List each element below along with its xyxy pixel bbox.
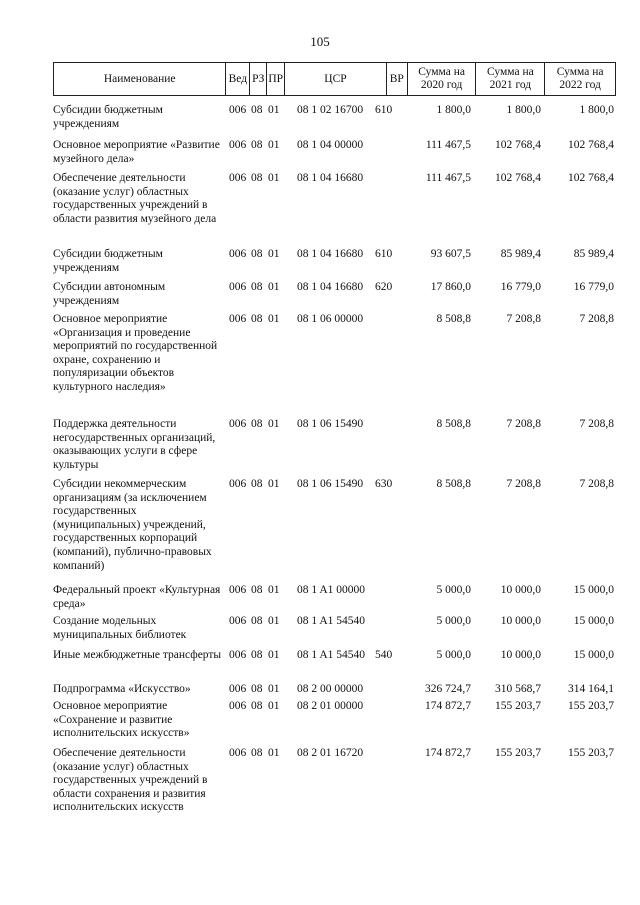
row-ved: 006 xyxy=(229,615,247,627)
row-sum-2021: 10 000,0 xyxy=(500,615,541,627)
row-ved: 006 xyxy=(229,418,247,430)
row-ved: 006 xyxy=(229,104,247,116)
row-ved: 006 xyxy=(229,248,247,260)
row-sum-2022: 314 164,1 xyxy=(568,683,614,695)
row-csr: 08 2 00 00000 xyxy=(297,683,364,695)
row-name: Основное мероприятие «Сохранение и развитие исполнительских искусств» xyxy=(53,700,190,740)
row-name: Подпрограмма «Искусство» xyxy=(53,683,191,695)
row-sum-2020: 8 508,8 xyxy=(436,313,471,325)
table-header xyxy=(53,62,616,96)
row-sum-2020: 111 467,5 xyxy=(425,139,471,151)
row-csr: 08 2 01 16720 xyxy=(297,747,364,759)
row-rz: 08 xyxy=(251,478,263,490)
row-rz: 08 xyxy=(251,700,263,712)
row-sum-2021: 10 000,0 xyxy=(500,584,541,596)
row-sum-2021: 102 768,4 xyxy=(495,139,541,151)
row-sum-2020: 326 724,7 xyxy=(425,683,471,695)
row-sum-2020: 17 860,0 xyxy=(430,281,471,293)
row-pr: 01 xyxy=(268,649,280,661)
row-vr: 620 xyxy=(375,281,393,293)
row-ved: 006 xyxy=(229,172,247,184)
row-vr: 610 xyxy=(375,104,393,116)
row-sum-2022: 15 000,0 xyxy=(573,649,614,661)
row-sum-2021: 155 203,7 xyxy=(495,747,541,759)
row-pr: 01 xyxy=(268,478,280,490)
row-pr: 01 xyxy=(268,700,280,712)
row-sum-2021: 155 203,7 xyxy=(495,700,541,712)
row-vr: 630 xyxy=(375,478,393,490)
row-csr: 08 2 01 00000 xyxy=(297,700,364,712)
header-sum-2022: Сумма на 2022 год xyxy=(556,66,604,91)
row-pr: 01 xyxy=(268,418,280,430)
row-name: Федеральный проект «Культурная среда» xyxy=(53,584,221,610)
row-csr: 08 1 A1 00000 xyxy=(297,584,366,596)
row-rz: 08 xyxy=(251,683,263,695)
row-csr: 08 1 06 00000 xyxy=(297,313,364,325)
header-ved: Вед xyxy=(226,63,250,95)
row-pr: 01 xyxy=(268,104,280,116)
row-sum-2020: 1 800,0 xyxy=(436,104,471,116)
row-rz: 08 xyxy=(251,584,263,596)
page-number: 105 xyxy=(310,34,330,49)
row-sum-2022: 85 989,4 xyxy=(573,248,614,260)
row-ved: 006 xyxy=(229,747,247,759)
row-sum-2022: 7 208,8 xyxy=(579,313,614,325)
row-sum-2021: 102 768,4 xyxy=(495,172,541,184)
row-sum-2021: 85 989,4 xyxy=(500,248,541,260)
row-name: Создание модельных муниципальных библиотек xyxy=(53,615,187,641)
row-sum-2021: 7 208,8 xyxy=(506,418,541,430)
row-ved: 006 xyxy=(229,139,247,151)
header-vr: ВР xyxy=(387,63,408,95)
row-name: Иные межбюджетные трансферты xyxy=(53,649,222,661)
row-rz: 08 xyxy=(251,747,263,759)
row-sum-2021: 7 208,8 xyxy=(506,478,541,490)
row-vr: 540 xyxy=(375,649,393,661)
row-pr: 01 xyxy=(268,584,280,596)
row-rz: 08 xyxy=(251,649,263,661)
row-sum-2020: 5 000,0 xyxy=(436,615,471,627)
row-pr: 01 xyxy=(268,683,280,695)
row-sum-2020: 93 607,5 xyxy=(430,248,471,260)
row-name: Субсидии автономным учреждениям xyxy=(53,281,166,307)
row-name: Обеспечение деятельности (оказание услуг) областных государственных учреждений в области развития музейного дела xyxy=(53,172,217,225)
row-sum-2020: 5 000,0 xyxy=(436,584,471,596)
row-csr: 08 1 A1 54540 xyxy=(297,649,366,661)
row-rz: 08 xyxy=(251,313,263,325)
header-csr: ЦСР xyxy=(285,63,387,95)
row-rz: 08 xyxy=(251,139,263,151)
row-csr: 08 1 04 16680 xyxy=(297,248,364,260)
row-sum-2021: 7 208,8 xyxy=(506,313,541,325)
row-sum-2022: 1 800,0 xyxy=(579,104,614,116)
row-name: Субсидии некоммерческим организациям (за исключением государственных (муниципальных) учреждений, государственных корпораций (компаний), публично-правовых компаний) xyxy=(53,478,212,572)
row-pr: 01 xyxy=(268,139,280,151)
row-csr: 08 1 06 15490 xyxy=(297,478,364,490)
row-sum-2022: 102 768,4 xyxy=(568,139,614,151)
row-sum-2022: 15 000,0 xyxy=(573,584,614,596)
row-rz: 08 xyxy=(251,281,263,293)
row-ved: 006 xyxy=(229,281,247,293)
row-sum-2020: 174 872,7 xyxy=(425,747,471,759)
header-rz: РЗ xyxy=(250,63,267,95)
row-sum-2020: 8 508,8 xyxy=(436,478,471,490)
row-name: Основное мероприятие «Организация и проведение мероприятий по государственной охране, сохранению и популяризации объектов культурного наследия» xyxy=(53,313,218,393)
row-ved: 006 xyxy=(229,478,247,490)
row-name: Обеспечение деятельности (оказание услуг) областных государственных учреждений в области сохранения и развития исполнительских искусств xyxy=(53,747,208,814)
row-csr: 08 1 04 00000 xyxy=(297,139,364,151)
row-sum-2021: 1 800,0 xyxy=(506,104,541,116)
row-sum-2020: 174 872,7 xyxy=(425,700,471,712)
header-pr: ПР xyxy=(267,63,285,95)
row-sum-2022: 7 208,8 xyxy=(579,418,614,430)
row-ved: 006 xyxy=(229,584,247,596)
row-sum-2020: 111 467,5 xyxy=(425,172,471,184)
row-name: Субсидии бюджетным учреждениям xyxy=(53,248,163,274)
row-ved: 006 xyxy=(229,683,247,695)
row-csr: 08 1 06 15490 xyxy=(297,418,364,430)
row-csr: 08 1 04 16680 xyxy=(297,281,364,293)
header-sum-2020: Сумма на 2020 год xyxy=(408,63,477,95)
row-sum-2020: 5 000,0 xyxy=(436,649,471,661)
row-pr: 01 xyxy=(268,747,280,759)
row-csr: 08 1 02 16700 xyxy=(297,104,364,116)
row-sum-2022: 155 203,7 xyxy=(568,700,614,712)
row-rz: 08 xyxy=(251,418,263,430)
row-ved: 006 xyxy=(229,649,247,661)
row-pr: 01 xyxy=(268,615,280,627)
row-name: Основное мероприятие «Развитие музейного дела» xyxy=(53,139,220,165)
row-sum-2020: 8 508,8 xyxy=(436,418,471,430)
row-sum-2021: 310 568,7 xyxy=(495,683,541,695)
row-rz: 08 xyxy=(251,615,263,627)
row-pr: 01 xyxy=(268,172,280,184)
row-pr: 01 xyxy=(268,313,280,325)
row-name: Поддержка деятельности негосударственных организаций, оказывающих услуги в сфере культуры xyxy=(53,418,216,471)
row-pr: 01 xyxy=(268,248,280,260)
row-rz: 08 xyxy=(251,172,263,184)
row-name: Субсидии бюджетным учреждениям xyxy=(53,104,163,130)
header-name: Наименование xyxy=(54,63,226,95)
row-csr: 08 1 04 16680 xyxy=(297,172,364,184)
row-sum-2021: 16 779,0 xyxy=(500,281,541,293)
row-sum-2022: 15 000,0 xyxy=(573,615,614,627)
row-rz: 08 xyxy=(251,104,263,116)
row-ved: 006 xyxy=(229,700,247,712)
row-ved: 006 xyxy=(229,313,247,325)
row-sum-2022: 7 208,8 xyxy=(579,478,614,490)
row-sum-2022: 155 203,7 xyxy=(568,747,614,759)
row-sum-2021: 10 000,0 xyxy=(500,649,541,661)
row-sum-2022: 102 768,4 xyxy=(568,172,614,184)
header-sum-2021: Сумма на 2021 год xyxy=(476,63,545,95)
row-csr: 08 1 A1 54540 xyxy=(297,615,366,627)
row-sum-2022: 16 779,0 xyxy=(573,281,614,293)
row-rz: 08 xyxy=(251,248,263,260)
row-pr: 01 xyxy=(268,281,280,293)
row-vr: 610 xyxy=(375,248,393,260)
